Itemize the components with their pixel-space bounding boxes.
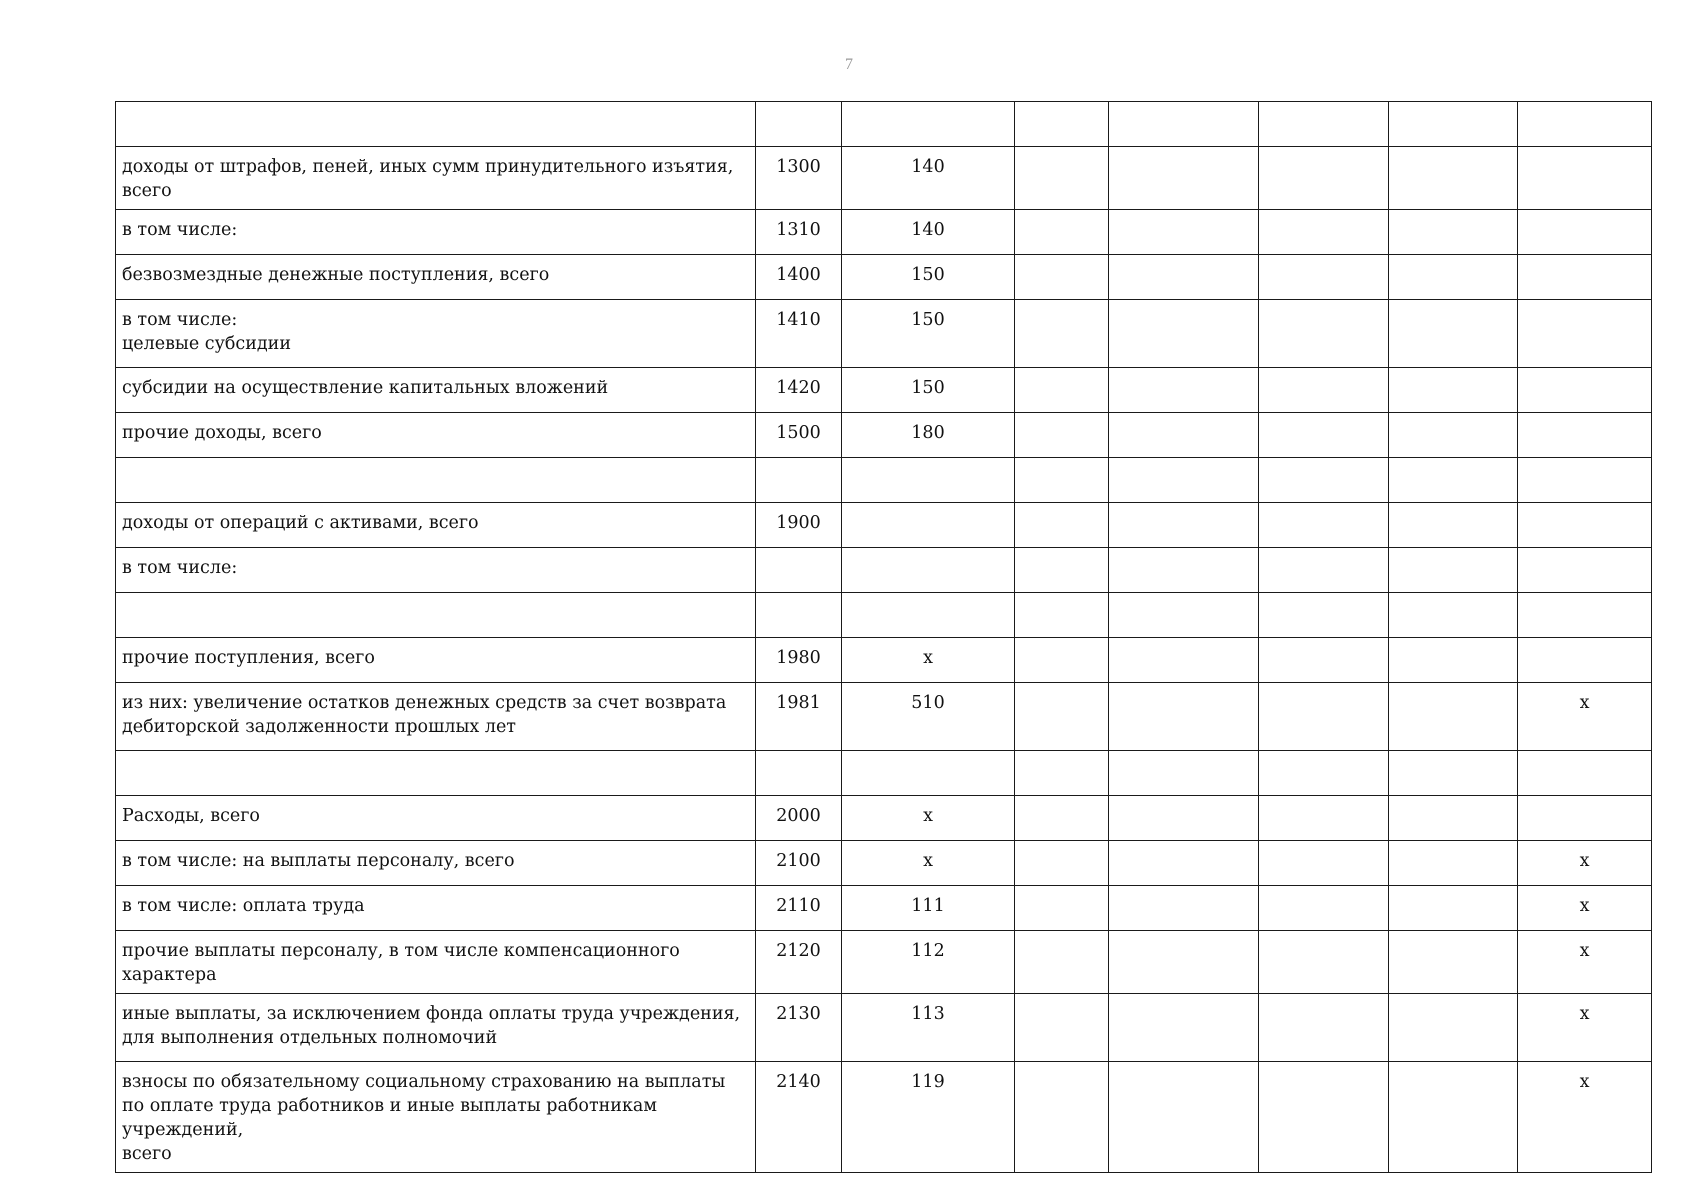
line-code-cell: 2140 bbox=[756, 1062, 842, 1173]
value-cell-col4 bbox=[1015, 413, 1109, 458]
value-cell-col8 bbox=[1518, 503, 1652, 548]
value-cell-col4 bbox=[1015, 683, 1109, 751]
row-label-cell: Расходы, всего bbox=[116, 796, 756, 841]
table-row bbox=[116, 994, 1652, 1062]
classification-code-cell bbox=[842, 102, 1015, 147]
line-code-cell: 2130 bbox=[756, 994, 842, 1062]
table-row bbox=[116, 638, 1652, 683]
table-row bbox=[116, 886, 1652, 931]
value-cell-col4 bbox=[1015, 503, 1109, 548]
value-cell-col5 bbox=[1109, 683, 1259, 751]
row-label-cell: из них: увеличение остатков денежных средств за счет возврата дебиторской задолженности прошлых лет bbox=[116, 683, 756, 751]
table-body bbox=[116, 102, 1652, 1173]
line-code-cell: 1310 bbox=[756, 210, 842, 255]
value-cell-col8 bbox=[1518, 368, 1652, 413]
value-cell-col7 bbox=[1389, 368, 1518, 413]
row-label-cell: в том числе: на выплаты персоналу, всего bbox=[116, 841, 756, 886]
row-label-cell: в том числе: bbox=[116, 210, 756, 255]
value-cell-col6 bbox=[1259, 1062, 1389, 1173]
row-label-cell: доходы от штрафов, пеней, иных сумм принудительного изъятия, всего bbox=[116, 147, 756, 210]
table-row bbox=[116, 1062, 1652, 1173]
value-cell-col7 bbox=[1389, 548, 1518, 593]
value-cell-col4 bbox=[1015, 368, 1109, 413]
value-cell-col4 bbox=[1015, 931, 1109, 994]
value-cell-col5 bbox=[1109, 931, 1259, 994]
table-row bbox=[116, 368, 1652, 413]
value-cell-col4 bbox=[1015, 638, 1109, 683]
value-cell-col8: x bbox=[1518, 1062, 1652, 1173]
line-code-cell bbox=[756, 458, 842, 503]
table-row bbox=[116, 210, 1652, 255]
table-row bbox=[116, 503, 1652, 548]
line-code-cell: 1981 bbox=[756, 683, 842, 751]
value-cell-col5 bbox=[1109, 751, 1259, 796]
value-cell-col7 bbox=[1389, 255, 1518, 300]
row-label-cell bbox=[116, 102, 756, 147]
financial-plan-table bbox=[115, 101, 1652, 1173]
value-cell-col4 bbox=[1015, 300, 1109, 368]
table-row bbox=[116, 255, 1652, 300]
value-cell-col7 bbox=[1389, 886, 1518, 931]
line-code-cell: 1500 bbox=[756, 413, 842, 458]
table-row bbox=[116, 593, 1652, 638]
value-cell-col4 bbox=[1015, 796, 1109, 841]
value-cell-col5 bbox=[1109, 593, 1259, 638]
value-cell-col7 bbox=[1389, 210, 1518, 255]
table-row bbox=[116, 548, 1652, 593]
value-cell-col4 bbox=[1015, 147, 1109, 210]
value-cell-col8: x bbox=[1518, 931, 1652, 994]
value-cell-col4 bbox=[1015, 102, 1109, 147]
row-label-cell bbox=[116, 751, 756, 796]
value-cell-col5 bbox=[1109, 886, 1259, 931]
classification-code-cell bbox=[842, 548, 1015, 593]
classification-code-cell: 150 bbox=[842, 300, 1015, 368]
line-code-cell: 2100 bbox=[756, 841, 842, 886]
value-cell-col4 bbox=[1015, 1062, 1109, 1173]
value-cell-col5 bbox=[1109, 300, 1259, 368]
row-label-cell: доходы от операций с активами, всего bbox=[116, 503, 756, 548]
line-code-cell bbox=[756, 751, 842, 796]
value-cell-col6 bbox=[1259, 638, 1389, 683]
value-cell-col6 bbox=[1259, 102, 1389, 147]
classification-code-cell: 510 bbox=[842, 683, 1015, 751]
table-row bbox=[116, 931, 1652, 994]
row-label-cell: прочие выплаты персоналу, в том числе компенсационного характера bbox=[116, 931, 756, 994]
value-cell-col6 bbox=[1259, 886, 1389, 931]
row-label-cell: в том числе: оплата труда bbox=[116, 886, 756, 931]
value-cell-col8: x bbox=[1518, 886, 1652, 931]
value-cell-col4 bbox=[1015, 886, 1109, 931]
classification-code-cell: 180 bbox=[842, 413, 1015, 458]
value-cell-col8 bbox=[1518, 751, 1652, 796]
value-cell-col4 bbox=[1015, 548, 1109, 593]
value-cell-col7 bbox=[1389, 994, 1518, 1062]
value-cell-col6 bbox=[1259, 593, 1389, 638]
table-row bbox=[116, 147, 1652, 210]
line-code-cell: 2000 bbox=[756, 796, 842, 841]
line-code-cell: 1980 bbox=[756, 638, 842, 683]
table-row bbox=[116, 102, 1652, 147]
row-label-cell: в том числе: целевые субсидии bbox=[116, 300, 756, 368]
value-cell-col7 bbox=[1389, 1062, 1518, 1173]
value-cell-col8 bbox=[1518, 300, 1652, 368]
value-cell-col6 bbox=[1259, 994, 1389, 1062]
value-cell-col8 bbox=[1518, 147, 1652, 210]
table-row bbox=[116, 683, 1652, 751]
value-cell-col4 bbox=[1015, 210, 1109, 255]
row-label-cell bbox=[116, 593, 756, 638]
value-cell-col8 bbox=[1518, 255, 1652, 300]
value-cell-col5 bbox=[1109, 638, 1259, 683]
value-cell-col7 bbox=[1389, 503, 1518, 548]
value-cell-col6 bbox=[1259, 683, 1389, 751]
value-cell-col6 bbox=[1259, 368, 1389, 413]
line-code-cell: 2120 bbox=[756, 931, 842, 994]
classification-code-cell bbox=[842, 751, 1015, 796]
classification-code-cell: 113 bbox=[842, 994, 1015, 1062]
line-code-cell bbox=[756, 593, 842, 638]
classification-code-cell: 140 bbox=[842, 210, 1015, 255]
value-cell-col7 bbox=[1389, 751, 1518, 796]
value-cell-col7 bbox=[1389, 931, 1518, 994]
classification-code-cell: x bbox=[842, 841, 1015, 886]
classification-code-cell: x bbox=[842, 638, 1015, 683]
line-code-cell: 1420 bbox=[756, 368, 842, 413]
value-cell-col7 bbox=[1389, 147, 1518, 210]
value-cell-col5 bbox=[1109, 368, 1259, 413]
value-cell-col8 bbox=[1518, 102, 1652, 147]
line-code-cell: 1900 bbox=[756, 503, 842, 548]
value-cell-col8: x bbox=[1518, 841, 1652, 886]
value-cell-col6 bbox=[1259, 458, 1389, 503]
classification-code-cell bbox=[842, 503, 1015, 548]
classification-code-cell bbox=[842, 593, 1015, 638]
value-cell-col6 bbox=[1259, 147, 1389, 210]
value-cell-col5 bbox=[1109, 102, 1259, 147]
value-cell-col6 bbox=[1259, 841, 1389, 886]
table-row bbox=[116, 796, 1652, 841]
value-cell-col5 bbox=[1109, 841, 1259, 886]
line-code-cell bbox=[756, 102, 842, 147]
value-cell-col8: x bbox=[1518, 994, 1652, 1062]
value-cell-col6 bbox=[1259, 503, 1389, 548]
value-cell-col6 bbox=[1259, 931, 1389, 994]
value-cell-col7 bbox=[1389, 413, 1518, 458]
value-cell-col4 bbox=[1015, 751, 1109, 796]
line-code-cell: 1400 bbox=[756, 255, 842, 300]
row-label-cell: иные выплаты, за исключением фонда оплаты труда учреждения, для выполнения отдельных полномочий bbox=[116, 994, 756, 1062]
classification-code-cell: 150 bbox=[842, 255, 1015, 300]
value-cell-col5 bbox=[1109, 503, 1259, 548]
value-cell-col4 bbox=[1015, 841, 1109, 886]
value-cell-col6 bbox=[1259, 548, 1389, 593]
value-cell-col7 bbox=[1389, 102, 1518, 147]
classification-code-cell: 112 bbox=[842, 931, 1015, 994]
classification-code-cell: x bbox=[842, 796, 1015, 841]
value-cell-col7 bbox=[1389, 593, 1518, 638]
line-code-cell: 1300 bbox=[756, 147, 842, 210]
value-cell-col8 bbox=[1518, 210, 1652, 255]
value-cell-col6 bbox=[1259, 210, 1389, 255]
value-cell-col8 bbox=[1518, 796, 1652, 841]
value-cell-col4 bbox=[1015, 593, 1109, 638]
value-cell-col4 bbox=[1015, 994, 1109, 1062]
value-cell-col5 bbox=[1109, 458, 1259, 503]
row-label-cell: прочие поступления, всего bbox=[116, 638, 756, 683]
row-label-cell: взносы по обязательному социальному страхованию на выплаты по оплате труда работников и иные выплаты работникам учреждений, всего bbox=[116, 1062, 756, 1173]
row-label-cell: прочие доходы, всего bbox=[116, 413, 756, 458]
table-row bbox=[116, 751, 1652, 796]
classification-code-cell: 140 bbox=[842, 147, 1015, 210]
value-cell-col8 bbox=[1518, 413, 1652, 458]
value-cell-col4 bbox=[1015, 255, 1109, 300]
table-row bbox=[116, 300, 1652, 368]
value-cell-col7 bbox=[1389, 458, 1518, 503]
line-code-cell: 1410 bbox=[756, 300, 842, 368]
page-number: 7 bbox=[845, 56, 853, 73]
value-cell-col7 bbox=[1389, 300, 1518, 368]
value-cell-col5 bbox=[1109, 413, 1259, 458]
value-cell-col5 bbox=[1109, 255, 1259, 300]
line-code-cell bbox=[756, 548, 842, 593]
table-row bbox=[116, 841, 1652, 886]
value-cell-col8 bbox=[1518, 638, 1652, 683]
classification-code-cell: 150 bbox=[842, 368, 1015, 413]
table-row bbox=[116, 413, 1652, 458]
value-cell-col7 bbox=[1389, 683, 1518, 751]
value-cell-col5 bbox=[1109, 1062, 1259, 1173]
value-cell-col8 bbox=[1518, 458, 1652, 503]
value-cell-col5 bbox=[1109, 210, 1259, 255]
row-label-cell: субсидии на осуществление капитальных вложений bbox=[116, 368, 756, 413]
value-cell-col5 bbox=[1109, 548, 1259, 593]
value-cell-col6 bbox=[1259, 300, 1389, 368]
value-cell-col5 bbox=[1109, 796, 1259, 841]
value-cell-col6 bbox=[1259, 255, 1389, 300]
value-cell-col6 bbox=[1259, 751, 1389, 796]
line-code-cell: 2110 bbox=[756, 886, 842, 931]
value-cell-col5 bbox=[1109, 147, 1259, 210]
value-cell-col7 bbox=[1389, 638, 1518, 683]
value-cell-col8 bbox=[1518, 548, 1652, 593]
row-label-cell: в том числе: bbox=[116, 548, 756, 593]
value-cell-col7 bbox=[1389, 796, 1518, 841]
table-row bbox=[116, 458, 1652, 503]
classification-code-cell: 119 bbox=[842, 1062, 1015, 1173]
value-cell-col6 bbox=[1259, 796, 1389, 841]
classification-code-cell: 111 bbox=[842, 886, 1015, 931]
value-cell-col8: x bbox=[1518, 683, 1652, 751]
row-label-cell bbox=[116, 458, 756, 503]
value-cell-col7 bbox=[1389, 841, 1518, 886]
value-cell-col4 bbox=[1015, 458, 1109, 503]
value-cell-col8 bbox=[1518, 593, 1652, 638]
value-cell-col5 bbox=[1109, 994, 1259, 1062]
classification-code-cell bbox=[842, 458, 1015, 503]
value-cell-col6 bbox=[1259, 413, 1389, 458]
row-label-cell: безвозмездные денежные поступления, всего bbox=[116, 255, 756, 300]
